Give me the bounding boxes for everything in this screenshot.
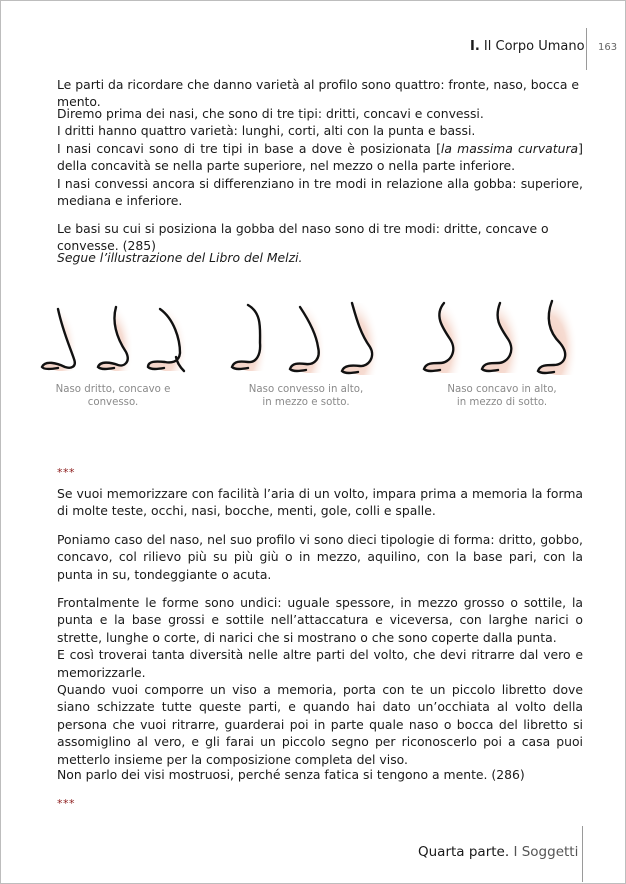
para-nose-profile-types: Poniamo caso del naso, nel suo profilo vi sono dieci tipologie di forma: dritto, gobbo, concavo, col rilievo più su più giù o in mezzo, aquilino, con la base pari, con la punta in su, tondeggiante o acuta. — [57, 532, 583, 582]
caption-group-1: Naso dritto, concavo e convesso. — [55, 384, 171, 408]
para-monstrous-faces: Non parlo dei visi mostruosi, perché senza fatica si tengono a mente. (286) — [57, 767, 525, 782]
paragraph-4 — [57, 249, 583, 266]
footer-divider — [582, 826, 583, 882]
nose-convex-middle — [290, 307, 324, 373]
para-nose-types: Diremo prima dei nasi, che sono di tre tipi: dritti, concavi e convessi. — [57, 106, 484, 121]
paragraph-2 — [57, 105, 583, 209]
para-straight-noses: I dritti hanno quattro varietà: lunghi, corti, alti con la punta e bassi. — [57, 123, 476, 139]
nose-concave-high — [424, 303, 462, 373]
nose-convex-low — [342, 303, 378, 375]
para-illustration-intro: Segue l’illustrazione del Libro del Melzi. — [57, 250, 303, 265]
running-footer — [418, 844, 578, 860]
chapter-number: I. — [470, 39, 480, 54]
para-frontal-forms: Frontalmente le forme sono undici: uguale spessore, in mezzo grosso o sottile, la punta e la base grossi e sottile nell’attaccatura e viceversa, con larghe narici o strette, lunghe o corte, di narici che si mostrano o che sono coperte dalla punta. — [57, 595, 583, 645]
para-convex-noses: I nasi convessi ancora si differenziano in tre modi in relazione alla gobba: superiore, mediana e inferiore. — [57, 175, 583, 209]
paragraph-8 — [57, 766, 583, 783]
para-memorize-face: Se vuoi memorizzare con facilità l’aria di un volto, impara prima a memoria la forma di molte teste, occhi, nasi, bocche, menti, gole, colli e spalle. — [57, 486, 583, 519]
chapter-title: Il Corpo Umano — [483, 39, 585, 54]
para-booklet: Quando vuoi comporre un viso a memoria, porta con te un piccolo libretto dove siano schizzate tutte queste parti, e quando hai dato un’occhiata al volto della persona che vuoi ritrarre, guarderai poi in parte quale naso o bocca del libretto si assomiglino al vero, e gli farai un piccolo segno per riconoscerlo poi a casa puoi metterlo insieme per la composizione completa del viso. — [57, 682, 583, 767]
nose-convex — [148, 309, 186, 371]
caption-group-2: Naso convesso in alto, in mezzo e sotto. — [248, 384, 364, 408]
header-divider — [586, 28, 587, 70]
nose-convex-high — [232, 305, 266, 371]
footer-part: Quarta parte. — [418, 844, 510, 860]
para-bases: Le basi su cui si posiziona la gobba del naso sono di tre modi: dritte, concave o convesse. (285) — [57, 221, 549, 254]
para-profile-parts: Le parti da ricordare che danno varietà al profilo sono quattro: fronte, naso, bocca e mento. — [57, 77, 579, 110]
caption-group-3: Naso concavo in alto, in mezzo di sotto. — [447, 384, 557, 408]
paragraph-6 — [57, 531, 583, 583]
nose-concave-low — [538, 301, 576, 375]
para-concave-noses: I nasi concavi sono di tre tipi in base a dove è posizionata [la massima curvatura] della concavità se nella parte superiore, nel mezzo o nella parte inferiore. — [57, 140, 583, 174]
nose-concave-middle — [482, 303, 520, 373]
paragraph-5 — [57, 485, 583, 520]
running-header — [470, 39, 585, 54]
section-separator: *** — [57, 466, 75, 479]
paragraph-7 — [57, 594, 583, 768]
nose-illustration — [30, 297, 590, 397]
page-number: 163 — [598, 42, 618, 53]
footer-section: I Soggetti — [513, 844, 579, 860]
nose-straight — [42, 309, 76, 371]
para-diversity: E così troverai tanta diversità nelle altre parti del volto, che devi ritrarre dal vero e memorizzarle. — [57, 647, 583, 680]
section-separator-end: *** — [57, 797, 75, 810]
nose-concave — [98, 307, 132, 371]
